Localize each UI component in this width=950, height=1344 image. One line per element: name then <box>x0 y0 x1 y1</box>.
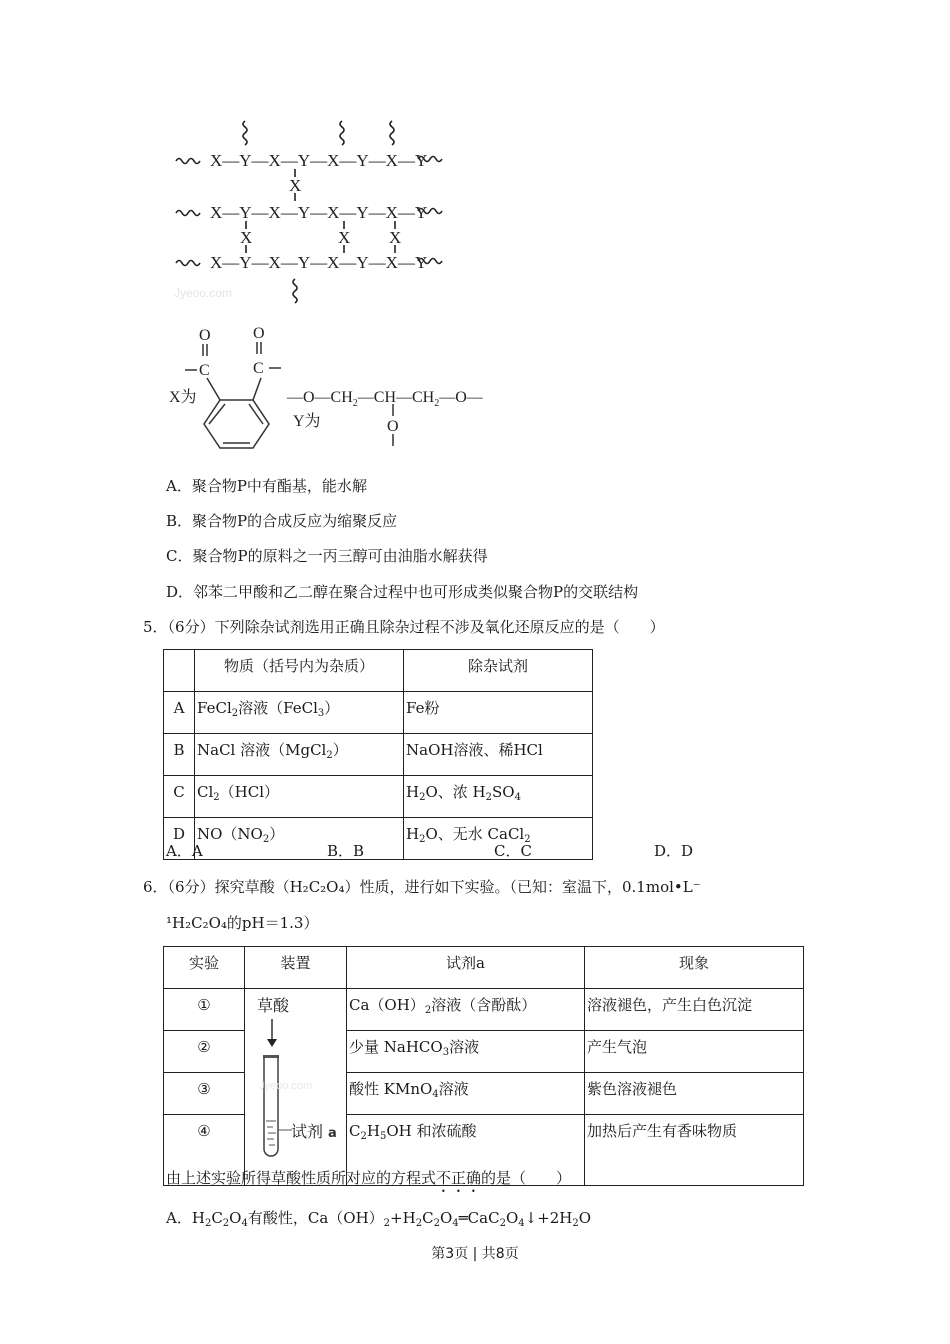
q6-header-reagent: 试剂a <box>347 947 585 989</box>
q5-option-a[interactable]: A．A <box>166 842 203 860</box>
svg-text:a: a <box>328 1126 337 1141</box>
monomer-definitions <box>165 320 515 470</box>
chain-row-3: X—Y—X—Y—X—Y—X—Y <box>210 253 428 272</box>
benzene-dicarbonyl-svg <box>165 320 515 470</box>
x-label: X为 <box>169 389 197 406</box>
q6-table <box>163 946 804 1186</box>
q4-option-c[interactable]: C．聚合物P的原料之一丙三醇可由油脂水解获得 <box>166 547 488 565</box>
q6-number: 6． <box>143 878 168 896</box>
q5-table <box>163 649 593 860</box>
polymer-network-svg <box>170 115 450 310</box>
y-branch-o: O <box>387 418 399 435</box>
carbonyl-o-left: O <box>199 327 211 344</box>
q5-option-b[interactable]: B．B <box>327 842 365 860</box>
q5-header-substance: 物质（括号内为杂质） <box>195 650 404 692</box>
q6-header-phenomenon: 现象 <box>585 947 804 989</box>
q6-question: 探究草酸（H₂C₂O₄）性质，进行如下实验。（已知：室温下，0.1mol•L⁻ <box>214 878 701 896</box>
q6-header-experiment: 实验 <box>164 947 245 989</box>
q5-stem <box>143 617 665 637</box>
emphasis-not-correct: 不正确 <box>436 1169 482 1187</box>
page-footer: 第3页 | 共8页 <box>431 1246 519 1262</box>
svg-text:X: X <box>289 176 302 195</box>
svg-text:Jyeoo.com: Jyeoo.com <box>174 286 233 300</box>
svg-text:试剂: 试剂 <box>291 1122 324 1141</box>
svg-text:X: X <box>389 228 402 247</box>
table-row: A FeCl$_2$溶液（FeCl$_3$） Fe粉 <box>164 692 593 734</box>
table-row: ① 草酸 试剂 a Jyeoo.com $Ca(OH)_2$溶液（含酚酞） 溶液褪色，产生白色沉淀 <box>164 989 804 1031</box>
polymer-structure-diagram <box>170 115 450 310</box>
y-formula: $—O—CH_2—CH—CH_2—O—$ <box>287 389 483 409</box>
q5-header-reagent: 除杂试剂 <box>404 650 593 692</box>
q6-score: （6分） <box>167 878 215 896</box>
carbonyl-o-right: O <box>253 325 265 342</box>
table-row: ② 少量 NaHCO$_3$溶液 产生气泡 <box>164 1031 804 1073</box>
q4-option-a[interactable]: A．聚合物P中有酯基，能水解 <box>166 477 367 495</box>
svg-text:C: C <box>253 360 264 377</box>
test-tube-apparatus-icon <box>245 989 345 1169</box>
q6-stem-line2: ¹H₂C₂O₄的pH＝1.3） <box>166 914 319 932</box>
table-row: ④ $C_2H_5OH$ 和浓硫酸 加热后产生有香味物质 <box>164 1115 804 1186</box>
q5-header-key <box>164 650 195 692</box>
apparatus-cell <box>245 989 347 1186</box>
q6-table-header <box>164 947 804 989</box>
svg-text:C: C <box>199 362 210 379</box>
q6-header-apparatus: 装置 <box>245 947 347 989</box>
table-row: ③ 酸性 KMnO$_4$溶液 紫色溶液褪色 <box>164 1073 804 1115</box>
table-row: D $NO(NO_2)$ $H_2O$、无水 CaCl$_2$ <box>164 818 593 860</box>
q4-option-b[interactable]: B．聚合物P的合成反应为缩聚反应 <box>166 512 398 530</box>
q5-number: 5． <box>143 618 168 636</box>
q5-table-header <box>164 650 593 692</box>
svg-text:X: X <box>240 228 253 247</box>
q5-option-d[interactable]: D．D <box>654 842 694 860</box>
q5-question: 下列除杂试剂选用正确且除杂过程不涉及氧化还原反应的是（ ） <box>214 618 665 636</box>
svg-text:草酸: 草酸 <box>257 996 290 1015</box>
y-label: Y为 <box>293 413 321 430</box>
q4-option-d[interactable]: D．邻苯二甲酸和乙二醇在聚合过程中也可形成类似聚合物P的交联结构 <box>166 583 639 601</box>
q6-stem-line1 <box>143 877 701 897</box>
table-row: B NaCl 溶液（MgCl$_2$） NaOH溶液、稀HCl <box>164 734 593 776</box>
svg-text:Jyeoo.com: Jyeoo.com <box>259 1080 313 1092</box>
q6-followup: 由上述实验所得草酸性质所对应的方程式不正确的是（ ） <box>166 1169 572 1187</box>
chain-row-1: X—Y—X—Y—X—Y—X—Y <box>210 151 428 170</box>
svg-text:X: X <box>338 228 351 247</box>
q5-option-c[interactable]: C．C <box>494 842 532 860</box>
table-row: C $Cl_2(HCl)$ $H_2O$、浓 $H_2SO_4$ <box>164 776 593 818</box>
q6-option-a[interactable]: A．$H_2C_2O_4$有酸性，$Ca(OH)_2+H_2C_2O_4═CaC_2O_4↓+2H_2O$ <box>166 1209 592 1229</box>
chain-row-2: X—Y—X—Y—X—Y—X—Y <box>210 203 428 222</box>
q5-score: （6分） <box>167 618 215 636</box>
